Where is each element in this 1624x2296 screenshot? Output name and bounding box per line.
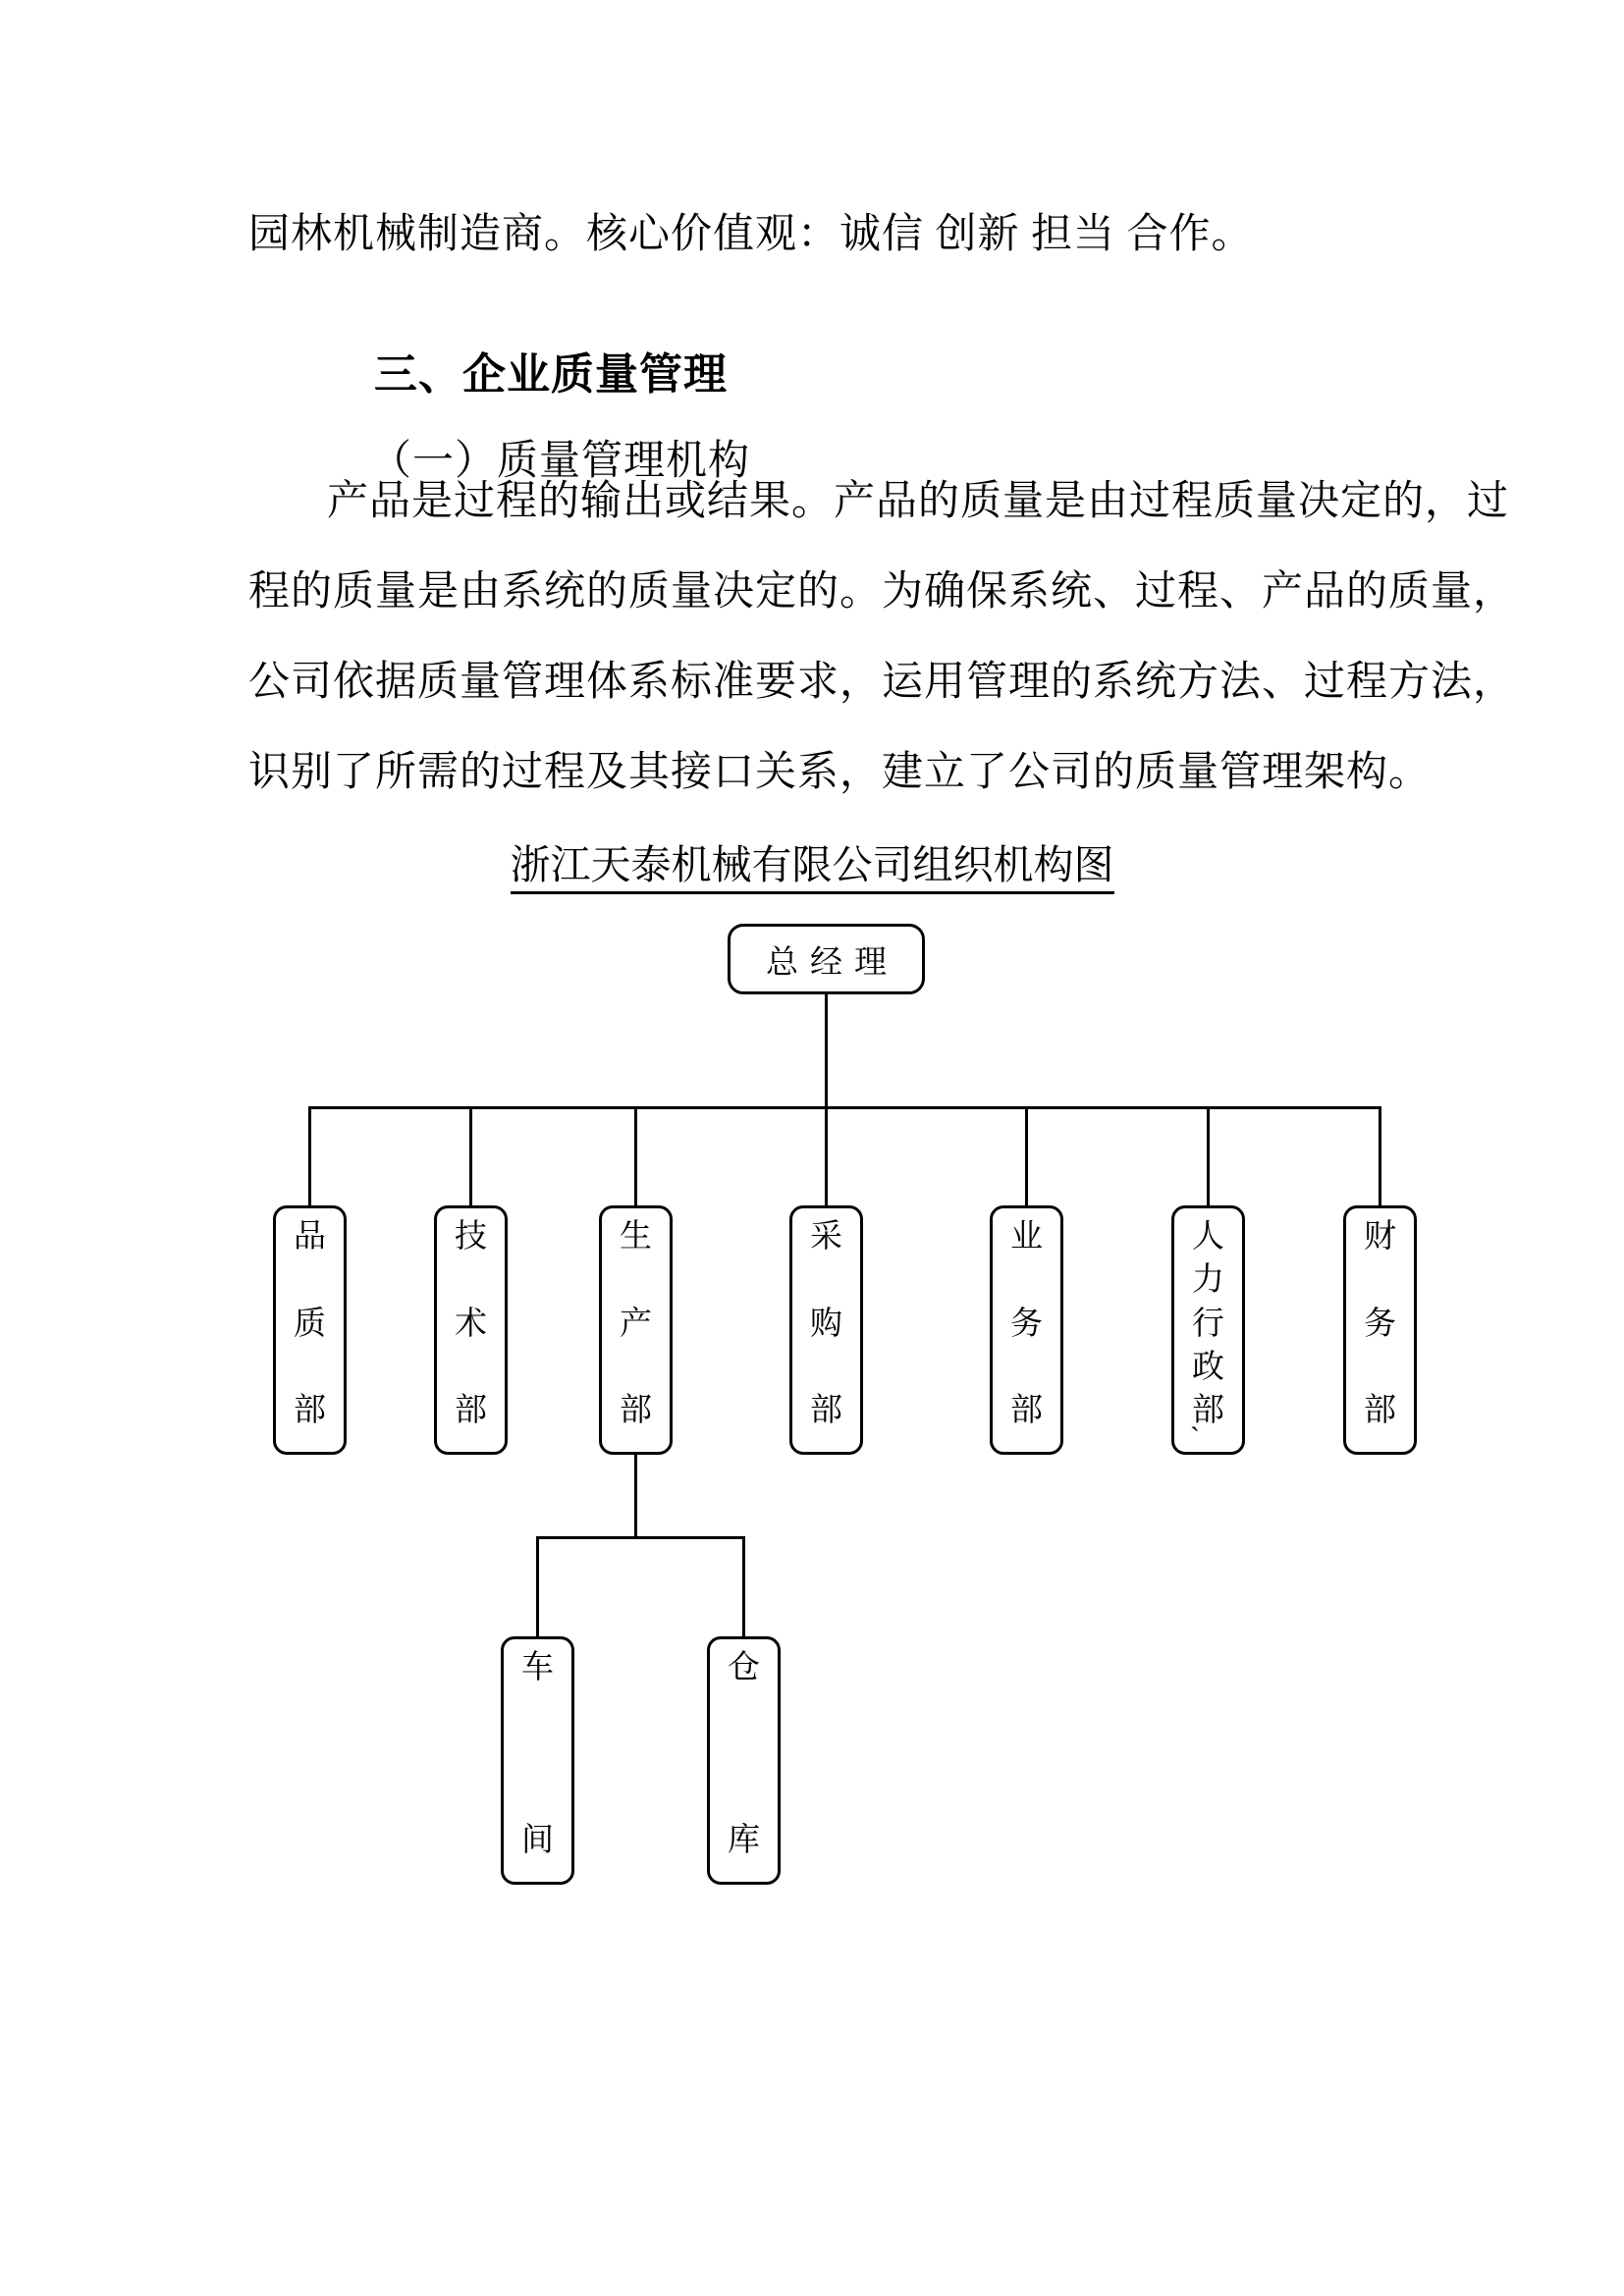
org-box-general-manager-label: 总经理 xyxy=(766,944,898,981)
vertical-char: 部 xyxy=(1192,1393,1224,1428)
vertical-char: 质 xyxy=(294,1306,326,1342)
org-box-general-manager xyxy=(728,924,925,994)
vertical-char: 行 xyxy=(1192,1306,1224,1342)
org-box-workshop xyxy=(501,1636,574,1885)
vertical-char: 部 xyxy=(294,1393,326,1428)
connector-drop-workshop xyxy=(536,1539,539,1636)
org-box-hr-admin-dept xyxy=(1171,1205,1245,1455)
org-box-production-dept xyxy=(599,1205,673,1455)
intro-paragraph-line: 园林机械制造商。核心价值观：诚信 创新 担当 合作。 xyxy=(248,212,1254,257)
vertical-char: 务 xyxy=(1010,1306,1043,1342)
connector-drop-purchasing xyxy=(825,1109,828,1205)
vertical-char: 间 xyxy=(521,1823,554,1858)
vertical-char: 力 xyxy=(1192,1262,1224,1299)
org-box-warehouse xyxy=(707,1636,781,1885)
subsection-heading-text: （一）质量管理机构 xyxy=(370,439,751,485)
body-paragraph-line-4: 识别了所需的过程及其接口关系，建立了公司的质量管理架构。 xyxy=(248,750,1432,795)
section-heading-text: 三、企业质量管理 xyxy=(374,349,728,399)
vertical-char: 人 xyxy=(1192,1219,1224,1255)
vertical-char: 政 xyxy=(1192,1349,1224,1385)
connector-drop-quality xyxy=(308,1109,311,1205)
vertical-char: 部 xyxy=(620,1393,652,1428)
org-box-business-dept xyxy=(990,1205,1063,1455)
connector-drop-production xyxy=(634,1109,637,1205)
vertical-char: 库 xyxy=(728,1823,760,1858)
org-box-purchasing-dept xyxy=(789,1205,863,1455)
vertical-char: 业 xyxy=(1010,1219,1043,1255)
vertical-char: 部 xyxy=(455,1393,487,1428)
vertical-char: 部 xyxy=(1364,1393,1396,1428)
connector-drop-finance xyxy=(1379,1109,1381,1205)
vertical-char: 仓 xyxy=(728,1650,760,1685)
connector-root-drop xyxy=(825,994,828,1109)
connector-sub-horizontal xyxy=(536,1536,745,1539)
vertical-char: 务 xyxy=(1364,1306,1396,1342)
vertical-char: 部 xyxy=(1010,1393,1043,1428)
vertical-char: 术 xyxy=(455,1306,487,1342)
org-chart-title xyxy=(0,832,1624,890)
vertical-char: 技 xyxy=(455,1219,487,1255)
body-paragraph-line-2: 程的质量是由系统的质量决定的。为确保系统、过程、产品的质量， xyxy=(248,569,1516,614)
vertical-char: 车 xyxy=(521,1650,554,1685)
vertical-char: 产 xyxy=(620,1306,652,1342)
body-paragraph-line-1: 产品是过程的输出或结果。产品的质量是由过程质量决定的，过 xyxy=(327,479,1510,524)
org-box-technology-dept xyxy=(434,1205,508,1455)
vertical-char: 生 xyxy=(620,1219,652,1255)
connector-production-drop xyxy=(634,1455,637,1539)
org-box-finance-dept xyxy=(1343,1205,1417,1455)
vertical-char: 部 xyxy=(810,1393,842,1428)
org-box-quality-dept xyxy=(273,1205,347,1455)
vertical-char: 购 xyxy=(810,1306,842,1342)
vertical-char: 品 xyxy=(294,1219,326,1255)
vertical-char: 采 xyxy=(810,1219,842,1255)
vertical-char: 财 xyxy=(1364,1219,1396,1255)
connector-drop-warehouse xyxy=(742,1539,745,1636)
body-paragraph-line-3: 公司依据质量管理体系标准要求，运用管理的系统方法、过程方法， xyxy=(248,660,1516,705)
connector-drop-hr-admin xyxy=(1207,1109,1210,1205)
org-chart-title-text: 浙江天泰机械有限公司组织机构图 xyxy=(511,842,1114,894)
stray-tick-mark: ` xyxy=(1190,1421,1200,1454)
connector-drop-technology xyxy=(469,1109,472,1205)
connector-drop-business xyxy=(1025,1109,1028,1205)
